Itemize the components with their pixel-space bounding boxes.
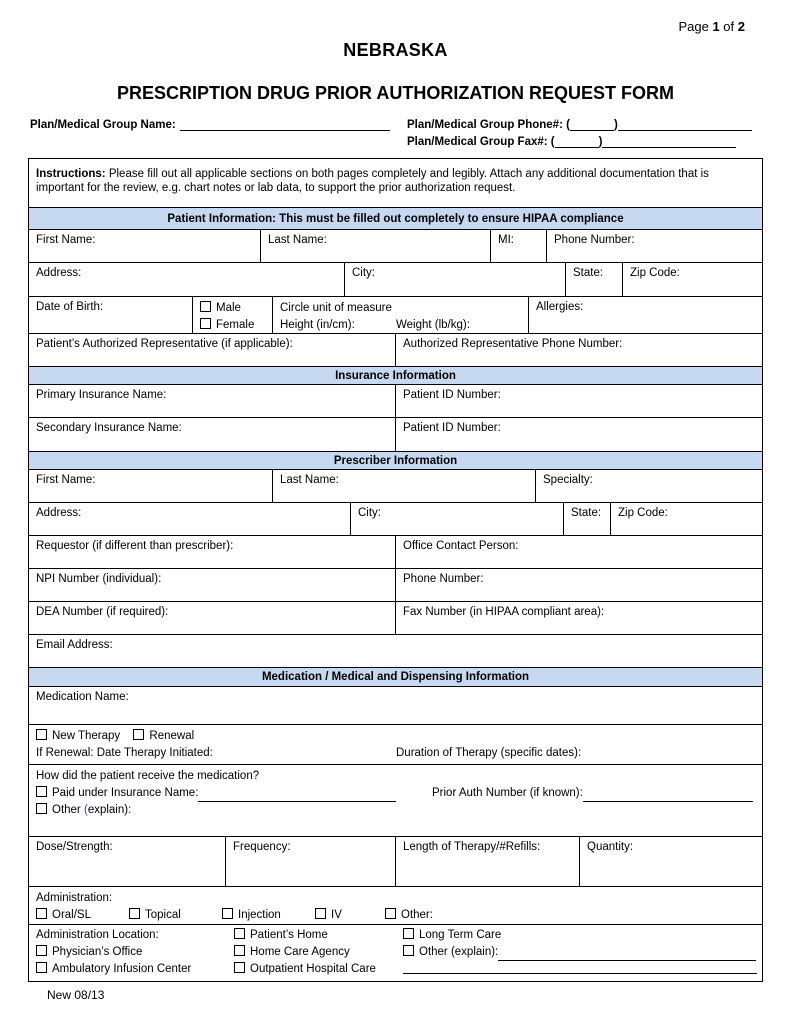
patient-header: Patient Information: This must be filled out completely to ensure HIPAA compliance — [29, 208, 762, 230]
admin-location-label: Administration Location: — [36, 929, 159, 941]
primary-insurance-row — [29, 385, 762, 418]
patient-phone[interactable]: Phone Number: — [554, 234, 635, 246]
patient-city[interactable]: City: — [345, 263, 566, 296]
other-location-continued-line — [403, 963, 757, 974]
location-row — [29, 925, 762, 981]
outpatient-checkbox[interactable] — [234, 962, 245, 973]
authorized-rep-phone[interactable]: Authorized Representative Phone Number: — [403, 338, 623, 350]
therapy-duration[interactable]: Duration of Therapy (specific dates): — [396, 747, 582, 759]
prescriber-specialty[interactable]: Specialty: — [543, 474, 593, 486]
dea-number[interactable]: DEA Number (if required): — [29, 602, 396, 634]
dea-row — [29, 602, 762, 635]
female-checkbox[interactable] — [200, 318, 211, 329]
prescriber-name-row — [29, 470, 762, 503]
prescriber-address-row — [29, 503, 762, 536]
patients-home-option[interactable]: Patient’s Home — [234, 927, 328, 944]
outpatient-option[interactable]: Outpatient Hospital Care — [234, 961, 376, 978]
long-term-care-option[interactable]: Long Term Care — [403, 927, 501, 944]
patients-home-checkbox[interactable] — [234, 928, 245, 939]
gender-group — [193, 297, 273, 333]
patient-address-row — [29, 263, 762, 297]
primary-insurance[interactable]: Primary Insurance Name: — [29, 385, 396, 417]
circle-unit-label: Circle unit of measure — [280, 302, 392, 314]
prescriber-first-name[interactable]: First Name: — [29, 470, 273, 502]
patient-rep-row — [29, 334, 762, 367]
paid-insurance-checkbox[interactable] — [36, 786, 47, 797]
iv-option[interactable]: IV — [315, 907, 342, 924]
long-term-care-checkbox[interactable] — [403, 928, 414, 939]
home-care-option[interactable]: Home Care Agency — [234, 944, 350, 961]
patient-mi[interactable]: MI: — [491, 230, 547, 262]
physicians-office-option[interactable]: Physician’s Office — [36, 946, 142, 958]
how-received-section — [29, 765, 762, 836]
topical-checkbox[interactable] — [129, 908, 140, 919]
prescriber-fax[interactable]: Fax Number (in HIPAA compliant area): — [403, 606, 605, 618]
npi-number[interactable]: NPI Number (individual): — [29, 569, 396, 601]
revision-date: New 08/13 — [47, 988, 105, 1002]
office-contact[interactable]: Office Contact Person: — [403, 540, 519, 552]
administration-section — [29, 887, 762, 924]
ambulatory-option[interactable]: Ambulatory Infusion Center — [36, 963, 191, 975]
administration-label: Administration: — [36, 892, 113, 904]
instructions: Instructions: Please fill out all applicable sections on both pages completely and legibly. Attach any additional documentation that is important for the review, e.g. chart notes or lab data, to support the prior authorization request. — [36, 168, 709, 194]
therapy-row — [29, 725, 762, 765]
ambulatory-checkbox[interactable] — [36, 962, 47, 973]
npi-row — [29, 569, 762, 602]
renewal-checkbox[interactable] — [133, 729, 144, 740]
other-location-checkbox[interactable] — [403, 945, 414, 956]
female-option[interactable]: Female — [200, 317, 265, 334]
patient-dob-row — [29, 297, 762, 334]
prescriber-address[interactable]: Address: — [29, 503, 351, 535]
male-checkbox[interactable] — [200, 301, 211, 312]
plan-name-field[interactable]: Plan/Medical Group Name: — [30, 119, 390, 131]
insurance-header: Insurance Information — [29, 367, 762, 385]
patient-dob[interactable]: Date of Birth: — [29, 297, 193, 333]
paid-insurance-option[interactable]: Paid under Insurance Name: — [36, 787, 396, 799]
dose-strength[interactable]: Dose/Strength: — [29, 837, 226, 886]
prior-auth-form — [28, 158, 763, 982]
renewal-date[interactable]: If Renewal: Date Therapy Initiated: — [36, 747, 213, 759]
other-admin-checkbox[interactable] — [385, 908, 396, 919]
other-receipt-option[interactable]: Other (explain): — [36, 802, 755, 819]
page-number: Page 1 of 2 — [678, 19, 745, 34]
dose-row — [29, 837, 762, 887]
prescriber-state[interactable]: State: — [564, 503, 611, 535]
prescriber-city[interactable]: City: — [351, 503, 564, 535]
therapy-section — [29, 725, 762, 764]
other-admin-option[interactable]: Other: — [385, 907, 433, 924]
physicians-office-checkbox[interactable] — [36, 945, 47, 956]
how-received-row — [29, 765, 762, 837]
prescriber-phone[interactable]: Phone Number: — [403, 573, 484, 585]
administration-row — [29, 887, 762, 925]
secondary-insurance[interactable]: Secondary Insurance Name: — [29, 418, 396, 451]
new-therapy-checkbox[interactable] — [36, 729, 47, 740]
topical-option[interactable]: Topical — [129, 907, 181, 924]
renewal-option[interactable]: Renewal — [133, 730, 194, 742]
patient-address[interactable]: Address: — [29, 263, 345, 296]
plan-fax-field[interactable]: Plan/Medical Group Fax#: ( ) — [407, 136, 736, 148]
patient-first-name[interactable]: First Name: — [29, 230, 261, 262]
instructions-row — [29, 159, 762, 208]
patient-name-row — [29, 230, 762, 263]
male-option[interactable]: Male — [200, 300, 265, 317]
email-address[interactable]: Email Address: — [36, 639, 113, 651]
email-row — [29, 635, 762, 668]
patient-zip[interactable]: Zip Code: — [630, 267, 680, 279]
oral-option[interactable]: Oral/SL — [36, 909, 91, 921]
plan-phone-field[interactable]: Plan/Medical Group Phone#: ( ) — [407, 119, 752, 131]
how-received-question: How did the patient receive the medication? — [36, 770, 260, 782]
other-receipt-checkbox[interactable] — [36, 803, 47, 814]
patient-state[interactable]: State: — [566, 263, 623, 296]
frequency[interactable]: Frequency: — [226, 837, 396, 886]
prescriber-last-name[interactable]: Last Name: — [273, 470, 536, 502]
secondary-patient-id[interactable]: Patient ID Number: — [403, 422, 501, 434]
state-title: NEBRASKA — [343, 40, 448, 60]
location-section — [29, 925, 762, 981]
injection-option[interactable]: Injection — [222, 907, 281, 924]
injection-checkbox[interactable] — [222, 908, 233, 919]
patient-last-name[interactable]: Last Name: — [261, 230, 491, 262]
medication-name-row — [29, 687, 762, 725]
other-location-option[interactable]: Other (explain): — [403, 944, 756, 961]
quantity[interactable]: Quantity: — [587, 841, 634, 853]
form-title: PRESCRIPTION DRUG PRIOR AUTHORIZATION REQUEST FORM — [116, 83, 674, 103]
patient-allergies[interactable]: Allergies: — [536, 301, 584, 313]
prescriber-zip[interactable]: Zip Code: — [618, 507, 668, 519]
iv-checkbox[interactable] — [315, 908, 326, 919]
authorized-rep[interactable]: Patient’s Authorized Representative (if applicable): — [29, 334, 396, 366]
measurements — [273, 297, 529, 333]
requestor-row — [29, 536, 762, 569]
prior-auth-number[interactable]: Prior Auth Number (if known): — [432, 785, 753, 802]
primary-patient-id[interactable]: Patient ID Number: — [403, 389, 501, 401]
secondary-insurance-row — [29, 418, 762, 452]
requestor[interactable]: Requestor (if different than prescriber): — [29, 536, 396, 568]
height-weight[interactable]: Height (in/cm): Weight (lb/kg): — [280, 317, 521, 334]
oral-checkbox[interactable] — [36, 908, 47, 919]
medication-name[interactable]: Medication Name: — [36, 691, 129, 703]
length-of-therapy[interactable]: Length of Therapy/#Refills: — [396, 837, 580, 886]
new-therapy-option[interactable]: New Therapy — [36, 730, 120, 742]
home-care-checkbox[interactable] — [234, 945, 245, 956]
medication-header: Medication / Medical and Dispensing Information — [29, 668, 762, 687]
prescriber-header: Prescriber Information — [29, 452, 762, 470]
